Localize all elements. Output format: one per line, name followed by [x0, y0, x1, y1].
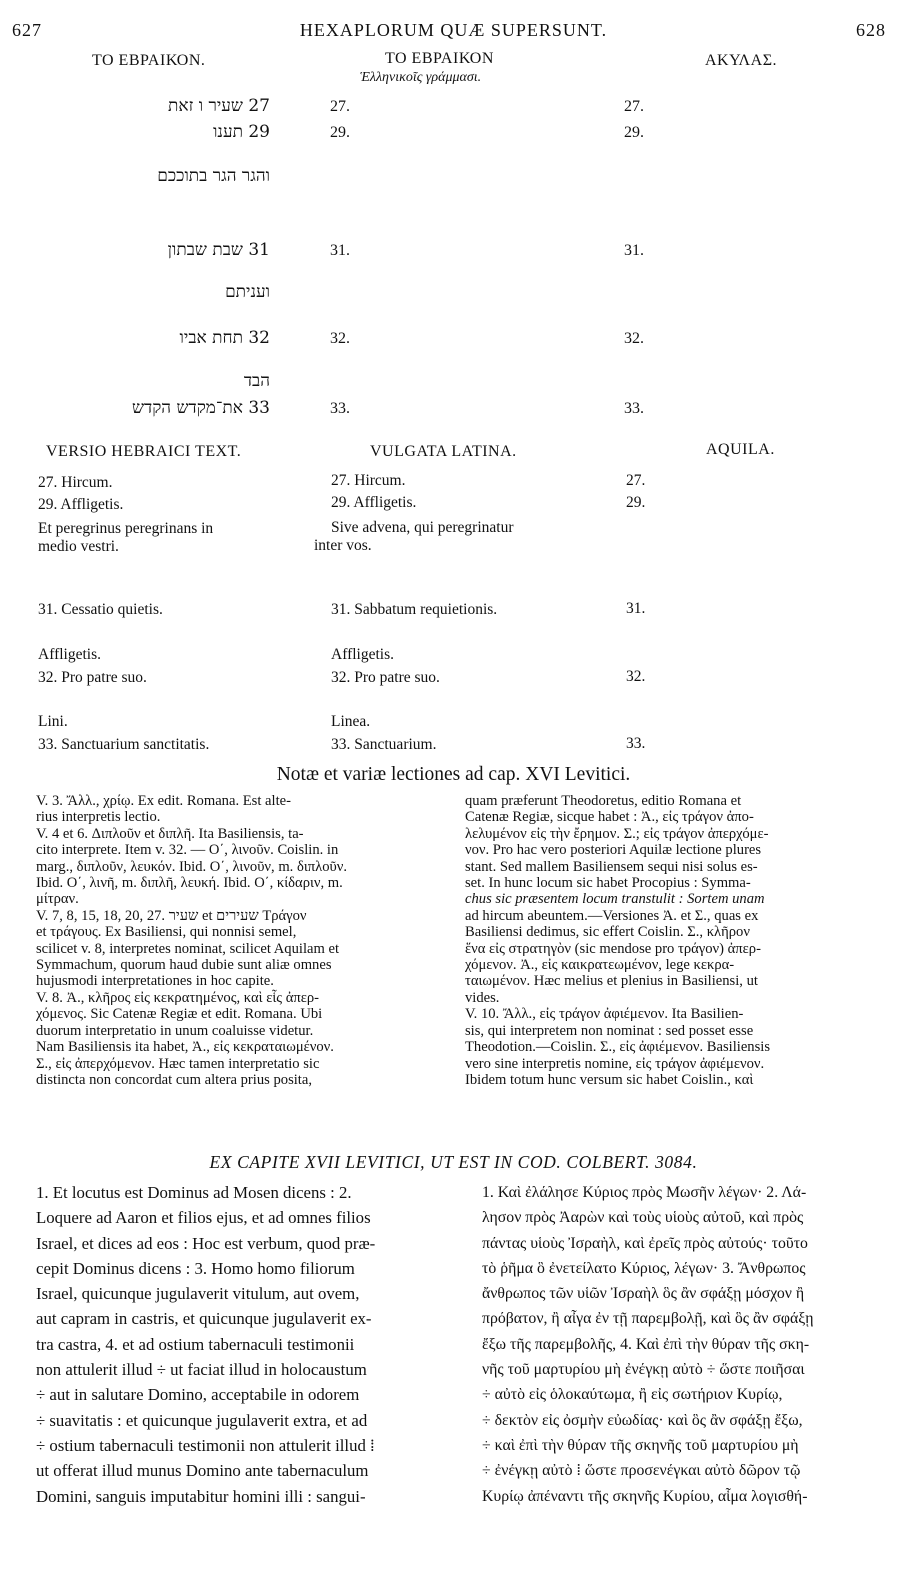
note-line: duorum interpretatio in unum coaluisse videtur.	[36, 1022, 314, 1039]
column-title-vulgata: VULGATA LATINA.	[370, 443, 517, 460]
greek-line: ἄνθρωπος τῶν υἱῶν Ἰσραὴλ ὃς ἂν σφάξῃ μόσχον ἢ	[482, 1285, 805, 1303]
vulgata-29b-line1: Sive advena, qui peregrinatur	[331, 519, 514, 536]
column-title-aquila: AQUILA.	[706, 441, 775, 458]
versio-31: 31. Cessatio quietis.	[38, 601, 163, 618]
latin-line: Loquere ad Aaron et filios ejus, et ad omnes filios	[36, 1208, 371, 1228]
greek-line: τὸ ῥῆμα ὃ ἐνετείλατο Κύριος, λέγων· 3. Ἄνθρωπος	[482, 1259, 806, 1277]
note-line: vides.	[465, 989, 500, 1006]
column-subtitle: Ἑλληνικοῖς γράμμασι.	[360, 70, 482, 85]
note-line: ad hircum abeuntem.—Versiones Ἀ. et Σ., quas ex	[465, 907, 759, 924]
versio-29b-line1: Et peregrinus peregrinans in	[38, 520, 214, 537]
note-line: V. 3. Ἄλλ., χρίῳ. Ex edit. Romana. Est alte-	[36, 793, 291, 809]
running-title: HEXAPLORUM QUÆ SUPERSUNT.	[299, 20, 608, 40]
aquila-33: 33.	[626, 735, 646, 752]
note-line: chus sic præsentem locum transtulit : Sortem unam	[465, 891, 765, 908]
aquila-verse-31: 31.	[624, 242, 644, 259]
aquila-verse-33: 33.	[624, 400, 644, 417]
hebrew-verse-32b: הבד	[243, 371, 270, 391]
aquila-31: 31.	[626, 600, 646, 617]
note-line: Nam Basiliensis ita habet, Ἀ., εἰς κεκραταιωμένον.	[36, 1039, 334, 1056]
note-line: marg., διπλοῦν, λευκόν. Ibid. Ο΄, λινοῦν, m. διπλοῦν.	[36, 858, 347, 875]
note-line: Basiliensi dedimus, sic effert Coislin. Σ., κλῆρον	[465, 924, 750, 941]
vulgata-29b-line2: inter vos.	[314, 537, 372, 554]
note-line: Σ., εἰς ἀπερχόμενον. Hæc tamen interpretatio sic	[36, 1055, 320, 1072]
note-line: V. 7, 8, 15, 18, 20, 27. שעיר et שעירים Τράγον	[36, 907, 307, 924]
notes-title: Notæ et variæ lectiones ad cap. XVI Levitici.	[276, 764, 631, 785]
versio-29: 29. Affligetis.	[38, 496, 124, 513]
note-line: sis, qui interpretem non nominat : sed posset esse	[465, 1022, 754, 1039]
latin-line: ÷ ostium tabernaculi testimonii non attulerit illud ⁞	[36, 1435, 375, 1455]
vulgata-33: 33. Sanctuarium.	[331, 736, 437, 753]
greek-line: ÷ δεκτὸν εἰς ὀσμὴν εὐωδίας· καὶ ὃς ἂν σφάξῃ ἔξω,	[482, 1411, 803, 1429]
note-line: ταιωμένον. Hæc melius et plenius in Basiliensi, ut	[465, 973, 758, 990]
latin-line: ut offerat illud munus Domino ante tabernaculum	[36, 1461, 369, 1481]
note-line: νον. Pro hac vero posteriori Aquilæ lectione plures	[465, 842, 762, 859]
greek-verse-31: 31.	[330, 242, 350, 259]
greek-line: λησον πρὸς Ἀαρὼν καὶ τοὺς υἱοὺς αὐτοῦ, καὶ πρὸς	[482, 1209, 804, 1227]
greek-line: νῆς τοῦ μαρτυρίου μὴ ἐνέγκῃ αὐτὸ ÷ ὥστε ποιῆσαι	[482, 1361, 805, 1379]
vulgata-29: 29. Affligetis.	[331, 494, 417, 511]
hebrew-verse-31b: ועניתם	[225, 282, 270, 302]
latin-line: 1. Et locutus est Dominus ad Mosen dicens : 2.	[36, 1183, 352, 1202]
aquila-29: 29.	[626, 494, 646, 511]
versio-27: 27. Hircum.	[38, 474, 113, 491]
note-line: quam præferunt Theodoretus, editio Romana et	[465, 793, 742, 809]
note-line: Symmachum, quorum haud dubie sunt aliæ omnes	[36, 957, 332, 974]
vulgata-32: 32. Pro patre suo.	[331, 669, 440, 686]
aquila-verse-27: 27.	[624, 98, 644, 115]
greek-line: ÷ ἐνέγκῃ αὐτὸ ⁞ ὥστε προσενέγκαι αὐτὸ δῶρον τῷ	[482, 1462, 801, 1480]
hebrew-verse-29: 29 תענו	[213, 122, 270, 142]
column-title-hebrew-greek-letters: ΤΟ ΕΒΡΑΙΚΟΝ	[385, 50, 494, 67]
greek-verse-32: 32.	[330, 330, 350, 347]
vulgata-31b: Affligetis.	[331, 646, 394, 663]
latin-line: aut capram in castris, et quicunque jugulaverit ex-	[36, 1309, 372, 1329]
column-title-hebrew: ΤΟ ΕΒΡΑΙΚΟΝ.	[92, 52, 206, 69]
greek-verse-29: 29.	[330, 124, 350, 141]
note-line: Catenæ Regiæ, sicque habet : Ἀ., εἰς τράγον ἀπο-	[465, 809, 754, 826]
column-title-versio: VERSIO HEBRAICI TEXT.	[46, 443, 242, 460]
aquila-verse-32: 32.	[624, 330, 644, 347]
notes-left-column	[36, 793, 446, 1088]
latin-line: ÷ suavitatis : et quicunque jugulaverit extra, et ad	[36, 1410, 368, 1430]
note-line: cito interprete. Item v. 32. — Ο΄, λινοῦν. Coislin. in	[36, 842, 339, 859]
note-line: μίτραν.	[36, 891, 79, 908]
latin-line: Domini, sanguis imputabitur homini illi : sangui-	[36, 1486, 366, 1506]
column-title-aquila-greek: ΑΚΥΛΑΣ.	[705, 52, 778, 69]
greek-line: 1. Καὶ ἐλάλησε Κύριος πρὸς Μωσῆν λέγων· 2. Λά-	[482, 1184, 807, 1201]
hebrew-verse-29b: והגר הגר בתוככם	[157, 166, 270, 186]
versio-31b: Affligetis.	[38, 646, 101, 663]
notes-right-column	[465, 793, 890, 1088]
greek-verse-27: 27.	[330, 98, 350, 115]
note-line: distincta non concordat cum altera prius posita,	[36, 1071, 312, 1088]
greek-line: πρόβατον, ἢ αἶγα ἐν τῇ παρεμβολῇ, καὶ ὃς ἂν σφάξῃ	[482, 1310, 814, 1328]
note-line: χόμενον. Ἀ., εἰς καικρατεωμένον, lege κεκρα-	[465, 957, 735, 974]
versio-32b: Lini.	[38, 713, 68, 730]
latin-line: Israel, quicunque jugulaverit vitulum, aut ovem,	[36, 1284, 360, 1304]
chapter-title: EX CAPITE XVII LEVITICI, UT EST IN COD. COLBERT. 3084.	[209, 1152, 698, 1172]
latin-line: ÷ aut in salutare Domino, acceptabile in odorem	[36, 1385, 360, 1405]
note-line: rius interpretis lectio.	[36, 809, 161, 826]
aquila-27: 27.	[626, 472, 646, 489]
vulgata-31: 31. Sabbatum requietionis.	[331, 601, 498, 618]
latin-line: Israel, et dices ad eos : Hoc est verbum, quod præ-	[36, 1233, 376, 1253]
note-line: Ibid. Ο΄, λινῆ, m. διπλῆ, λευκή. Ibid. Ο΄, κίδαριν, m.	[36, 875, 343, 892]
latin-line: cepit Dominus dicens : 3. Homo homo filiorum	[36, 1258, 355, 1278]
note-line: V. 10. Ἄλλ., εἰς τράγον ἀφιέμενον. Ita Basilien-	[465, 1006, 744, 1023]
chapter-latin-column	[36, 1180, 446, 1509]
note-line: Ibidem totum hunc versum sic habet Coislin., καὶ	[465, 1071, 754, 1088]
note-line: hujusmodi interpretationes in hoc capite.	[36, 973, 274, 990]
note-line: scilicet v. 8, interpretes nominat, scilicet Aquilam et	[36, 940, 340, 957]
note-line: λελυμένον εἰς τὴν ἔρημον. Σ.; εἰς τράγον ἀπερχόμε-	[465, 825, 769, 842]
hebrew-verse-31: 31 שבת שבתון	[167, 240, 270, 260]
note-line: stant. Sed mallem Basiliensem sequi nisi solus es-	[465, 858, 758, 875]
note-line: χόμενος. Sic Catenæ Regiæ et edit. Romana. Ubi	[36, 1006, 323, 1023]
note-line: vero sine interpretis nomine, εἰς τράγον ἀφιέμενον.	[465, 1055, 765, 1072]
note-line: ἕνα εἰς στρατηγὸν (sic mendose pro τράγον) ἀπερ-	[465, 940, 761, 957]
greek-line: ÷ καὶ ἐπὶ τὴν θύραν τῆς σκηνῆς τοῦ μαρτυρίου μὴ	[482, 1436, 799, 1454]
note-line: V. 4 et 6. Διπλοῦν et διπλῆ. Ita Basiliensis, ta-	[36, 825, 304, 842]
greek-line: Κυρίῳ ἀπέναντι τῆς σκηνῆς Κυρίου, αἷμα λογισθή-	[482, 1487, 808, 1505]
page-number-left: 627	[12, 20, 42, 40]
latin-line: non attulerit illud ÷ ut faciat illud in holocaustum	[36, 1360, 367, 1380]
greek-line: πάντας υἱοὺς Ἰσραὴλ, καὶ ἐρεῖς πρὸς αὐτούς· τοῦτο	[482, 1234, 808, 1252]
note-line: set. In hunc locum sic habet Procopius : Symma-	[465, 875, 751, 892]
note-line: V. 8. Ἀ., κλῆρος εἰς κεκρατημένος, καὶ εἷς ἀπερ-	[36, 989, 319, 1006]
greek-line: ÷ αὐτὸ εἰς ὁλοκαύτωμα, ἢ εἰς σωτήριον Κυρίῳ,	[482, 1386, 783, 1404]
latin-line: tra castra, 4. et ad ostium tabernaculi testimonii	[36, 1334, 355, 1354]
hebrew-verse-32: 32 תחת אביו	[179, 328, 270, 348]
greek-line: ἔξω τῆς παρεμβολῆς, 4. Καὶ ἐπὶ τὴν θύραν τῆς σκη-	[482, 1335, 810, 1353]
vulgata-27: 27. Hircum.	[331, 472, 406, 489]
chapter-greek-column	[482, 1180, 892, 1509]
versio-32: 32. Pro patre suo.	[38, 669, 147, 686]
aquila-32: 32.	[626, 668, 646, 685]
note-line: et τράγους. Ex Basiliensi, qui nonnisi semel,	[36, 924, 297, 941]
greek-verse-33: 33.	[330, 400, 350, 417]
versio-29b-line2: medio vestri.	[38, 538, 119, 555]
versio-33: 33. Sanctuarium sanctitatis.	[38, 736, 210, 753]
vulgata-32b: Linea.	[331, 713, 371, 730]
note-line: Theodotion.—Coislin. Σ., εἰς ἀφιέμενον. Basiliensis	[465, 1039, 771, 1056]
hebrew-verse-27: 27 שעיר ו זאת	[168, 96, 270, 116]
aquila-verse-29: 29.	[624, 124, 644, 141]
hebrew-verse-33: 33 את־מקדש הקדש	[131, 398, 270, 418]
page-number-right: 628	[856, 20, 886, 40]
